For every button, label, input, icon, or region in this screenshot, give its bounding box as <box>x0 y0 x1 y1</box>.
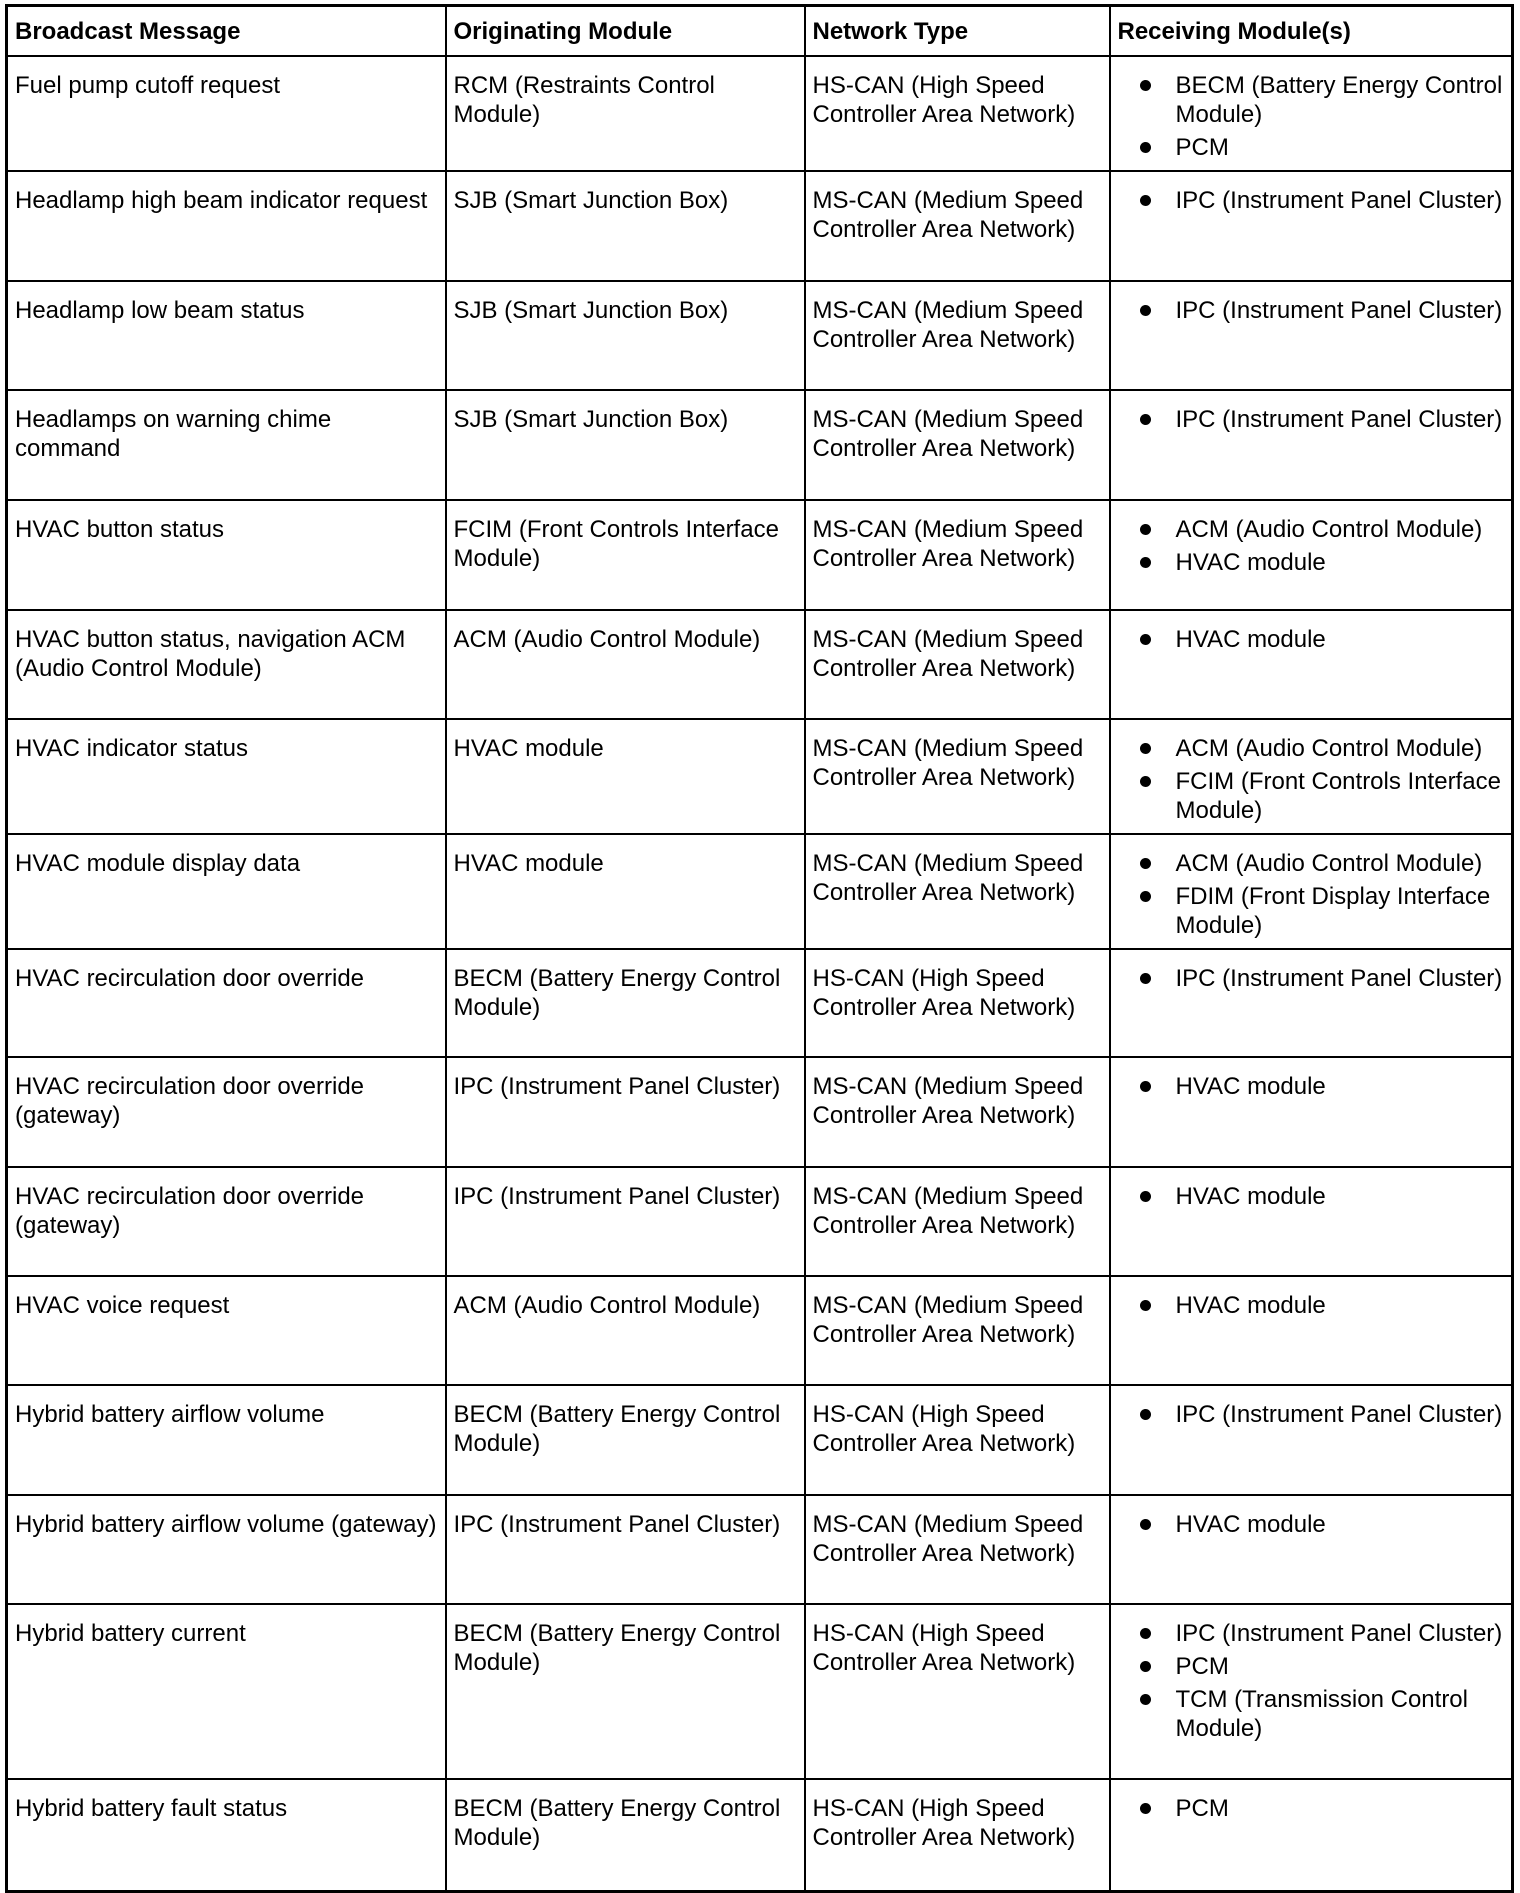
originating-module-cell: FCIM (Front Controls Interface Module) <box>446 500 805 610</box>
broadcast-message-cell: Hybrid battery fault status <box>7 1779 446 1891</box>
broadcast-message-cell: Hybrid battery airflow volume <box>7 1385 446 1495</box>
receiving-modules-list <box>1118 1072 1505 1101</box>
receiving-modules-cell <box>1110 1604 1513 1779</box>
receiving-module-item: HVAC module <box>1140 1072 1505 1101</box>
receiving-module-item: HVAC module <box>1140 1182 1505 1211</box>
receiving-module-item: ACM (Audio Control Module) <box>1140 515 1505 544</box>
receiving-modules-list <box>1118 734 1505 825</box>
receiving-module-item: PCM <box>1140 1794 1505 1823</box>
originating-module-cell: SJB (Smart Junction Box) <box>446 281 805 390</box>
originating-module-cell: IPC (Instrument Panel Cluster) <box>446 1057 805 1167</box>
table-body <box>7 56 1513 1891</box>
originating-module-cell: ACM (Audio Control Module) <box>446 1276 805 1385</box>
table-row <box>7 1276 1513 1385</box>
header-receiving-modules: Receiving Module(s) <box>1110 6 1513 57</box>
receiving-module-item: FDIM (Front Display Interface Module) <box>1140 882 1505 940</box>
receiving-modules-list <box>1118 1182 1505 1211</box>
receiving-module-item: IPC (Instrument Panel Cluster) <box>1140 964 1505 993</box>
table-row <box>7 56 1513 171</box>
network-type-cell: MS-CAN (Medium Speed Controller Area Network) <box>805 171 1110 281</box>
receiving-modules-list <box>1118 405 1505 434</box>
receiving-modules-list <box>1118 1291 1505 1320</box>
receiving-modules-list <box>1118 186 1505 215</box>
receiving-modules-list <box>1118 1400 1505 1429</box>
broadcast-message-cell: Headlamp high beam indicator request <box>7 171 446 281</box>
receiving-modules-cell <box>1110 1385 1513 1495</box>
originating-module-cell: ACM (Audio Control Module) <box>446 610 805 719</box>
receiving-module-item: FCIM (Front Controls Interface Module) <box>1140 767 1505 825</box>
originating-module-cell: BECM (Battery Energy Control Module) <box>446 1604 805 1779</box>
broadcast-message-cell: HVAC voice request <box>7 1276 446 1385</box>
originating-module-cell: IPC (Instrument Panel Cluster) <box>446 1167 805 1276</box>
table-row <box>7 834 1513 949</box>
receiving-modules-cell <box>1110 949 1513 1057</box>
receiving-modules-cell <box>1110 1167 1513 1276</box>
receiving-modules-cell <box>1110 281 1513 390</box>
broadcast-message-cell: HVAC module display data <box>7 834 446 949</box>
table-row <box>7 949 1513 1057</box>
network-type-cell: HS-CAN (High Speed Controller Area Network) <box>805 1604 1110 1779</box>
table-row <box>7 610 1513 719</box>
broadcast-message-cell: HVAC recirculation door override <box>7 949 446 1057</box>
table-row <box>7 719 1513 834</box>
network-type-cell: MS-CAN (Medium Speed Controller Area Network) <box>805 1276 1110 1385</box>
receiving-module-item: IPC (Instrument Panel Cluster) <box>1140 1400 1505 1429</box>
receiving-modules-list <box>1118 296 1505 325</box>
receiving-modules-list <box>1118 1510 1505 1539</box>
broadcast-message-cell: Headlamp low beam status <box>7 281 446 390</box>
table-row <box>7 1385 1513 1495</box>
receiving-module-item: ACM (Audio Control Module) <box>1140 734 1505 763</box>
receiving-modules-cell <box>1110 56 1513 171</box>
network-type-cell: MS-CAN (Medium Speed Controller Area Network) <box>805 610 1110 719</box>
network-type-cell: HS-CAN (High Speed Controller Area Network) <box>805 56 1110 171</box>
receiving-modules-cell <box>1110 834 1513 949</box>
receiving-module-item: IPC (Instrument Panel Cluster) <box>1140 1619 1505 1648</box>
table-row <box>7 281 1513 390</box>
network-type-cell: MS-CAN (Medium Speed Controller Area Network) <box>805 500 1110 610</box>
receiving-module-item: HVAC module <box>1140 625 1505 654</box>
table-header-row <box>7 6 1513 57</box>
network-type-cell: MS-CAN (Medium Speed Controller Area Network) <box>805 719 1110 834</box>
table-row <box>7 171 1513 281</box>
broadcast-message-cell: Headlamps on warning chime command <box>7 390 446 500</box>
receiving-modules-cell <box>1110 1495 1513 1604</box>
table-row <box>7 500 1513 610</box>
broadcast-message-cell: HVAC recirculation door override (gateway) <box>7 1057 446 1167</box>
receiving-modules-list <box>1118 964 1505 993</box>
network-type-cell: HS-CAN (High Speed Controller Area Network) <box>805 1385 1110 1495</box>
originating-module-cell: BECM (Battery Energy Control Module) <box>446 949 805 1057</box>
originating-module-cell: BECM (Battery Energy Control Module) <box>446 1779 805 1891</box>
receiving-modules-cell <box>1110 1779 1513 1891</box>
table-row <box>7 1167 1513 1276</box>
originating-module-cell: SJB (Smart Junction Box) <box>446 390 805 500</box>
receiving-modules-cell <box>1110 719 1513 834</box>
receiving-modules-cell <box>1110 1276 1513 1385</box>
network-type-cell: MS-CAN (Medium Speed Controller Area Network) <box>805 834 1110 949</box>
receiving-module-item: PCM <box>1140 1652 1505 1681</box>
broadcast-message-table <box>5 4 1514 1893</box>
receiving-modules-cell <box>1110 610 1513 719</box>
broadcast-message-cell: Hybrid battery current <box>7 1604 446 1779</box>
header-broadcast-message: Broadcast Message <box>7 6 446 57</box>
originating-module-cell: HVAC module <box>446 834 805 949</box>
broadcast-message-cell: Hybrid battery airflow volume (gateway) <box>7 1495 446 1604</box>
receiving-module-item: ACM (Audio Control Module) <box>1140 849 1505 878</box>
receiving-modules-list <box>1118 1619 1505 1743</box>
receiving-module-item: HVAC module <box>1140 548 1505 577</box>
receiving-modules-list <box>1118 625 1505 654</box>
originating-module-cell: SJB (Smart Junction Box) <box>446 171 805 281</box>
network-type-cell: HS-CAN (High Speed Controller Area Network) <box>805 949 1110 1057</box>
originating-module-cell: IPC (Instrument Panel Cluster) <box>446 1495 805 1604</box>
receiving-module-item: IPC (Instrument Panel Cluster) <box>1140 405 1505 434</box>
table-row <box>7 1495 1513 1604</box>
receiving-module-item: TCM (Transmission Control Module) <box>1140 1685 1505 1743</box>
originating-module-cell: BECM (Battery Energy Control Module) <box>446 1385 805 1495</box>
header-network-type: Network Type <box>805 6 1110 57</box>
receiving-module-item: HVAC module <box>1140 1291 1505 1320</box>
table-row <box>7 1057 1513 1167</box>
receiving-modules-cell <box>1110 390 1513 500</box>
receiving-module-item: IPC (Instrument Panel Cluster) <box>1140 186 1505 215</box>
receiving-module-item: IPC (Instrument Panel Cluster) <box>1140 296 1505 325</box>
receiving-modules-list <box>1118 1794 1505 1823</box>
broadcast-message-cell: Fuel pump cutoff request <box>7 56 446 171</box>
originating-module-cell: RCM (Restraints Control Module) <box>446 56 805 171</box>
broadcast-message-cell: HVAC recirculation door override (gateway) <box>7 1167 446 1276</box>
receiving-modules-list <box>1118 71 1505 162</box>
table-row <box>7 1604 1513 1779</box>
table-row <box>7 1779 1513 1891</box>
broadcast-message-cell: HVAC button status <box>7 500 446 610</box>
originating-module-cell: HVAC module <box>446 719 805 834</box>
broadcast-message-cell: HVAC indicator status <box>7 719 446 834</box>
receiving-module-item: BECM (Battery Energy Control Module) <box>1140 71 1505 129</box>
network-type-cell: HS-CAN (High Speed Controller Area Network) <box>805 1779 1110 1891</box>
network-type-cell: MS-CAN (Medium Speed Controller Area Network) <box>805 281 1110 390</box>
receiving-module-item: PCM <box>1140 133 1505 162</box>
network-type-cell: MS-CAN (Medium Speed Controller Area Network) <box>805 1167 1110 1276</box>
header-originating-module: Originating Module <box>446 6 805 57</box>
receiving-modules-cell <box>1110 1057 1513 1167</box>
receiving-module-item: HVAC module <box>1140 1510 1505 1539</box>
document-page <box>5 4 1511 1893</box>
network-type-cell: MS-CAN (Medium Speed Controller Area Network) <box>805 1495 1110 1604</box>
receiving-modules-cell <box>1110 500 1513 610</box>
table-row <box>7 390 1513 500</box>
network-type-cell: MS-CAN (Medium Speed Controller Area Network) <box>805 390 1110 500</box>
broadcast-message-cell: HVAC button status, navigation ACM (Audio Control Module) <box>7 610 446 719</box>
network-type-cell: MS-CAN (Medium Speed Controller Area Network) <box>805 1057 1110 1167</box>
receiving-modules-list <box>1118 515 1505 577</box>
receiving-modules-list <box>1118 849 1505 940</box>
receiving-modules-cell <box>1110 171 1513 281</box>
